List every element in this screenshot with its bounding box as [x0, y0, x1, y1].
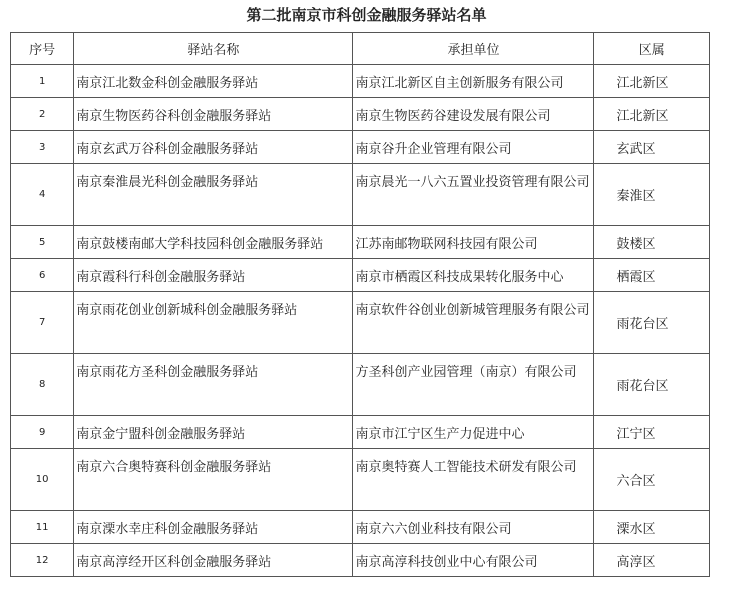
row-number: 8 [11, 354, 74, 416]
organization-cell: 南京生物医药谷建设发展有限公司 [353, 98, 594, 131]
organization-cell: 南京江北新区自主创新服务有限公司 [353, 65, 594, 98]
district-cell: 高淳区 [594, 544, 710, 577]
row-number: 11 [11, 511, 74, 544]
header-station-name: 驿站名称 [74, 33, 353, 65]
table-row [11, 449, 710, 511]
row-number: 3 [11, 131, 74, 164]
header-organization: 承担单位 [353, 33, 594, 65]
table-row [11, 164, 710, 226]
organization-cell: 南京奥特赛人工智能技术研发有限公司 [353, 449, 594, 511]
table-row [11, 65, 710, 98]
organization-cell: 南京谷升企业管理有限公司 [353, 131, 594, 164]
document-title: 第二批南京市科创金融服务驿站名单 [246, 6, 487, 24]
row-number: 12 [11, 544, 74, 577]
station-name-cell: 南京生物医药谷科创金融服务驿站 [74, 98, 353, 131]
station-name-cell: 南京高淳经开区科创金融服务驿站 [74, 544, 353, 577]
table-row [11, 226, 710, 259]
station-name-cell: 南京江北数金科创金融服务驿站 [74, 65, 353, 98]
row-number: 6 [11, 259, 74, 292]
district-cell: 江北新区 [594, 98, 710, 131]
table-row [11, 98, 710, 131]
district-cell: 溧水区 [594, 511, 710, 544]
header-district: 区属 [594, 33, 710, 65]
table-row [11, 292, 710, 354]
station-name-cell: 南京雨花方圣科创金融服务驿站 [74, 354, 353, 416]
station-name-cell: 南京六合奥特赛科创金融服务驿站 [74, 449, 353, 511]
table-header-row [11, 33, 710, 65]
district-cell: 秦淮区 [594, 164, 710, 226]
organization-cell: 南京软件谷创业创新城管理服务有限公司 [353, 292, 594, 354]
station-name-cell: 南京金宁盟科创金融服务驿站 [74, 416, 353, 449]
organization-cell: 南京市栖霞区科技成果转化服务中心 [353, 259, 594, 292]
station-name-cell: 南京秦淮晨光科创金融服务驿站 [74, 164, 353, 226]
district-cell: 玄武区 [594, 131, 710, 164]
row-number: 7 [11, 292, 74, 354]
row-number: 9 [11, 416, 74, 449]
table-row [11, 259, 710, 292]
table-row [11, 416, 710, 449]
organization-cell: 南京市江宁区生产力促进中心 [353, 416, 594, 449]
district-cell: 雨花台区 [594, 292, 710, 354]
district-cell: 六合区 [594, 449, 710, 511]
table-row [11, 131, 710, 164]
station-name-cell: 南京鼓楼南邮大学科技园科创金融服务驿站 [74, 226, 353, 259]
table-body [11, 65, 710, 577]
district-cell: 江北新区 [594, 65, 710, 98]
district-cell: 栖霞区 [594, 259, 710, 292]
district-cell: 江宁区 [594, 416, 710, 449]
organization-cell: 南京高淳科技创业中心有限公司 [353, 544, 594, 577]
district-cell: 雨花台区 [594, 354, 710, 416]
station-name-cell: 南京玄武万谷科创金融服务驿站 [74, 131, 353, 164]
row-number: 1 [11, 65, 74, 98]
row-number: 2 [11, 98, 74, 131]
row-number: 4 [11, 164, 74, 226]
organization-cell: 方圣科创产业园管理（南京）有限公司 [353, 354, 594, 416]
district-cell: 鼓楼区 [594, 226, 710, 259]
table-row [11, 511, 710, 544]
row-number: 10 [11, 449, 74, 511]
row-number: 5 [11, 226, 74, 259]
organization-cell: 南京六六创业科技有限公司 [353, 511, 594, 544]
station-name-cell: 南京雨花创业创新城科创金融服务驿站 [74, 292, 353, 354]
table-row [11, 544, 710, 577]
organization-cell: 南京晨光一八六五置业投资管理有限公司 [353, 164, 594, 226]
station-name-cell: 南京霞科行科创金融服务驿站 [74, 259, 353, 292]
header-number: 序号 [11, 33, 74, 65]
station-table [10, 32, 710, 577]
station-name-cell: 南京溧水幸庄科创金融服务驿站 [74, 511, 353, 544]
table-row [11, 354, 710, 416]
organization-cell: 江苏南邮物联网科技园有限公司 [353, 226, 594, 259]
